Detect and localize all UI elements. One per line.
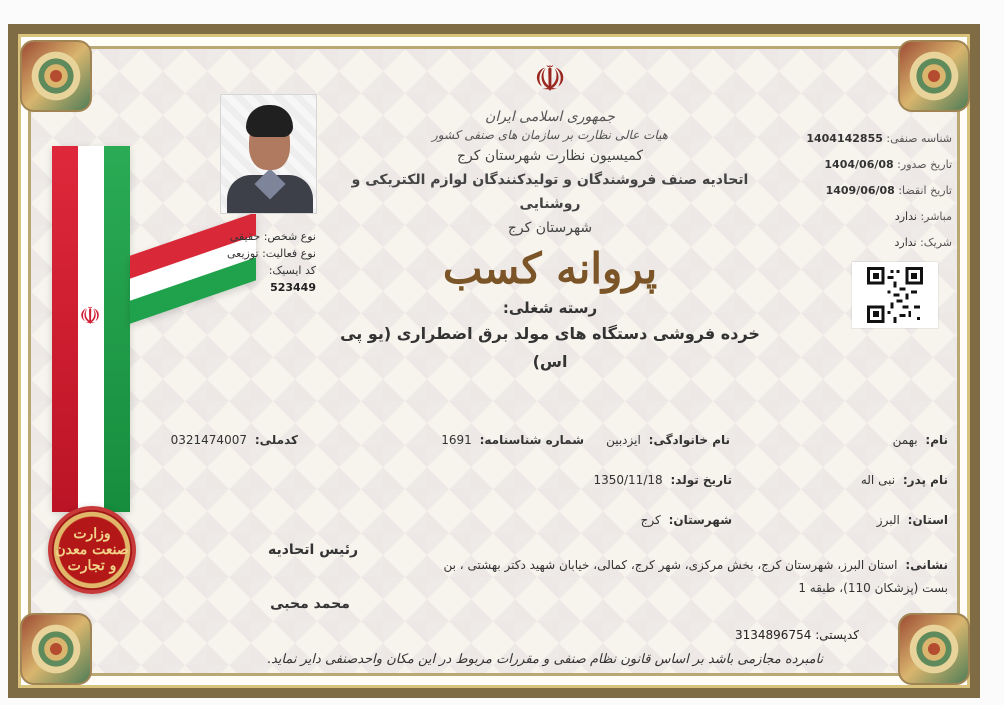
seal-icon: وزارت صنعت معدن و تجارت xyxy=(48,506,136,594)
flag-emblem-icon: ☫ xyxy=(79,302,101,330)
job-category-value: خرده فروشی دستگاه های مولد برق اضطراری (یو پی اس) xyxy=(340,324,760,371)
country-name: جمهوری اسلامی ایران xyxy=(485,109,615,125)
bottom-left-ornament-icon xyxy=(20,613,92,685)
certificate-header xyxy=(330,58,770,376)
details-row-identity xyxy=(60,429,948,451)
details-row-location xyxy=(60,509,948,531)
top-right-ornament-icon xyxy=(898,40,970,112)
address-field: نشانی: استان البرز، شهرستان کرج، بخش مرکزی، شهر کرج، کمالی، خیابان شهید دکتر بهشتی ، بن بست (پزشکان 110)، طبقه 1 xyxy=(443,558,948,595)
holder-photo xyxy=(220,94,317,214)
qr-code-icon xyxy=(852,262,938,328)
city-field: شهرستان: کرج xyxy=(640,513,732,527)
union-name-heading: اتحادیه صنف فروشندگان و تولیدکنندگان لوازم الکتریکی و روشنایی xyxy=(351,172,749,212)
details-row-family xyxy=(60,469,948,491)
father-name-field: نام پدر: نبی اله xyxy=(860,473,948,487)
left-info-block xyxy=(220,228,316,296)
province-field: استان: البرز xyxy=(876,513,948,527)
iran-emblem-icon: ☫ xyxy=(533,59,567,100)
id-number-field: شماره شناسنامه: 1691 xyxy=(441,433,584,447)
isic-code: کد ایسیک: 523449 xyxy=(268,264,316,294)
certificate-title: پروانه کسب xyxy=(442,244,658,293)
meta-row: تاریخ صدور: 1404/06/08 xyxy=(824,158,952,171)
union-chair-title: رئیس اتحادیه xyxy=(267,542,359,558)
commission-name: کمیسیون نظارت شهرستان کرج xyxy=(457,148,643,164)
job-category-label: رسته شغلی: xyxy=(502,299,598,317)
national-code-field: کدملی: 0321474007 xyxy=(170,433,298,447)
meta-row: تاریخ انقضا: 1409/06/08 xyxy=(825,184,952,197)
person-type: نوع شخص: حقیقی xyxy=(229,230,316,243)
meta-row: شریک: ندارد xyxy=(894,236,952,249)
top-left-ornament-icon xyxy=(20,40,92,112)
last-name-field: نام خانوادگی: ایزدبین xyxy=(606,433,730,447)
meta-row: مباشر: ندارد xyxy=(894,210,952,223)
certificate-meta xyxy=(792,126,952,256)
city-name: شهرستان کرج xyxy=(507,220,593,236)
holder-details xyxy=(60,429,948,619)
bottom-right-ornament-icon xyxy=(898,613,970,685)
footer-note: نامبرده مجازمی باشد بر اساس قانون نظام صنفی و مقررات مربوط در این مکان واحدصنفی دایر نماید. xyxy=(266,652,824,667)
authority-name: هیات عالی نظارت بر سازمان های صنفی کشور xyxy=(431,128,669,142)
postal-code: کدپستی: 3134896754 xyxy=(735,628,859,642)
activity-type: نوع فعالیت: توزیعی xyxy=(227,247,316,260)
birth-date-field: تاریخ تولد: 1350/11/18 xyxy=(593,473,732,487)
union-chair-name: محمد محبی xyxy=(270,596,350,612)
first-name-field: نام: بهمن xyxy=(892,433,948,447)
details-row-address xyxy=(60,554,948,600)
meta-row: شناسه صنفی: 1404142855 xyxy=(806,132,952,145)
